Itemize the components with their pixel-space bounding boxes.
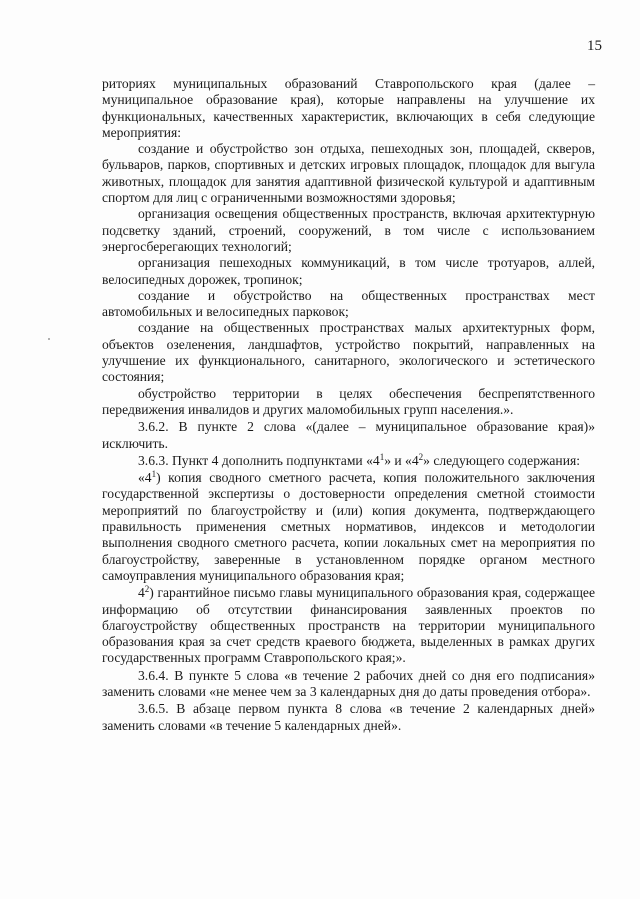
paragraph: 3.6.5. В абзаце первом пункта 8 слова «в течение 2 календарных дней» заменить словами «в течение 5 календарных дней». [102, 701, 595, 733]
page-number: 15 [587, 38, 602, 54]
text-run: ) гарантийное письмо главы муниципального образования края, содержащее информацию об отсутствии финансирования заявленных проектов по благоустройству общественных пространств на территории муниципального образования края за счет средств краевого бюджета, выделенных в рамках других государственных программ Ставропольского края;». [102, 585, 595, 666]
text-run: » и «4 [384, 452, 419, 468]
text-run: 3.6.3. Пункт 4 дополнить подпунктами «4 [138, 452, 380, 468]
paragraph: организация освещения общественных пространств, включая архитектурную подсветку зданий, строений, сооружений, в том числе с использованием энергосберегающих технологий; [102, 206, 595, 254]
text-run: «4 [138, 470, 152, 486]
paragraph [102, 585, 595, 666]
superscript: 2 [144, 584, 150, 595]
superscript: 1 [379, 451, 385, 462]
text-run: ) копия сводного сметного расчета, копия положительного заключения государственной экспертизы о достоверности определения сметной стоимости мероприятий по благоустройству и (или) копия документа, подтверждающего правильность применения сметных нормативов, индексов и методологии выполнения сводного сметного расчета, копии локальных смет на мероприятия по благоустройству, заверенные в установленном порядке органом местного самоуправления муниципального образования края; [102, 470, 595, 583]
superscript: 2 [418, 451, 424, 462]
paragraph: создание и обустройство зон отдыха, пешеходных зон, площадей, скверов, бульваров, парков, спортивных и детских игровых площадок, площадок для выгула животных, площадок для занятия адаптивной физической культурой и адаптивным спортом для лиц с ограниченными возможностями здоровья; [102, 141, 595, 206]
paragraph: 3.6.4. В пункте 5 слова «в течение 2 рабочих дней со дня его подписания» заменить словами «не менее чем за 3 календарных дня до даты проведения отбора». [102, 667, 595, 699]
text-run: 4 [138, 585, 145, 601]
document-body [102, 76, 595, 734]
paragraph [102, 470, 595, 584]
paragraph: 3.6.2. В пункте 2 слова «(далее – муниципальное образование края)» исключить. [102, 419, 595, 451]
text-run: » следующего содержания: [423, 452, 581, 468]
paragraph: создание и обустройство на общественных пространствах мест автомобильных и велосипедных парковок; [102, 287, 595, 320]
scan-dot [48, 338, 50, 340]
paragraph [102, 453, 595, 469]
paragraph: обустройство территории в целях обеспечения беспрепятственного передвижения инвалидов и других маломобильных групп населения.». [102, 385, 595, 417]
paragraph: создание на общественных пространствах малых архитектурных форм, объектов озеленения, ландшафтов, устройство покрытий, направленных на улучшение их функционального, санитарного, экологического и эстетического состояния; [102, 320, 595, 385]
superscript: 1 [151, 469, 157, 480]
paragraph: риториях муниципальных образований Ставропольского края (далее – муниципальное образование края), которые направлены на улучшение их функциональных, качественных характеристик, включающих в себя следующие мероприятия: [102, 76, 595, 140]
paragraph: организация пешеходных коммуникаций, в том числе тротуаров, аллей, велосипедных дорожек, тропинок; [102, 255, 595, 287]
